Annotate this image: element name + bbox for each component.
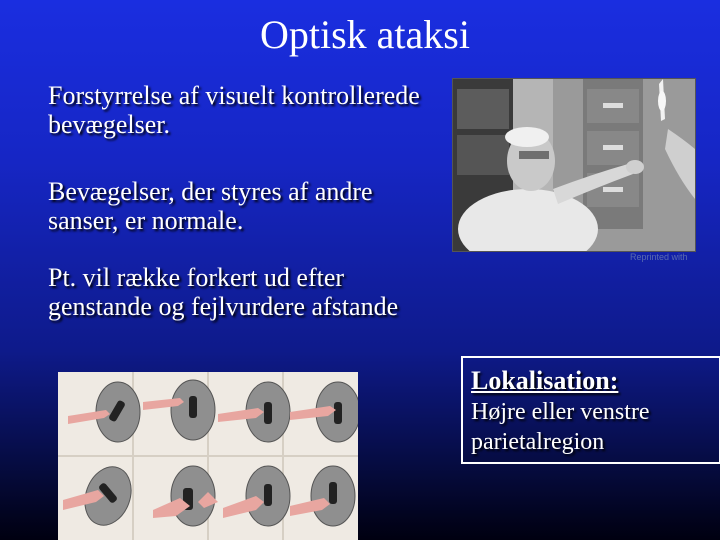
bullet-misreaching: Pt. vil række forkert ud efter genstande og fejlvurdere afstande [48, 263, 399, 321]
localisation-heading: Lokalisation: [471, 366, 619, 395]
slide-title: Optisk ataksi [260, 12, 470, 57]
bullet-visual-control: Forstyrrelse af visuelt kontrollerede bevægelser. [48, 81, 420, 139]
reaching-task-grid [58, 372, 358, 540]
localisation-box [461, 356, 720, 464]
patient-reaching-photo [452, 78, 696, 252]
patient-reaching-illustration [453, 79, 695, 251]
reaching-task-illustration [58, 372, 358, 540]
localisation-text: Højre eller venstre parietalregion [471, 399, 650, 455]
bullet-other-senses: Bevægelser, der styres af andre sanser, er normale. [48, 177, 373, 235]
photo-credit: Reprinted with [630, 252, 688, 262]
